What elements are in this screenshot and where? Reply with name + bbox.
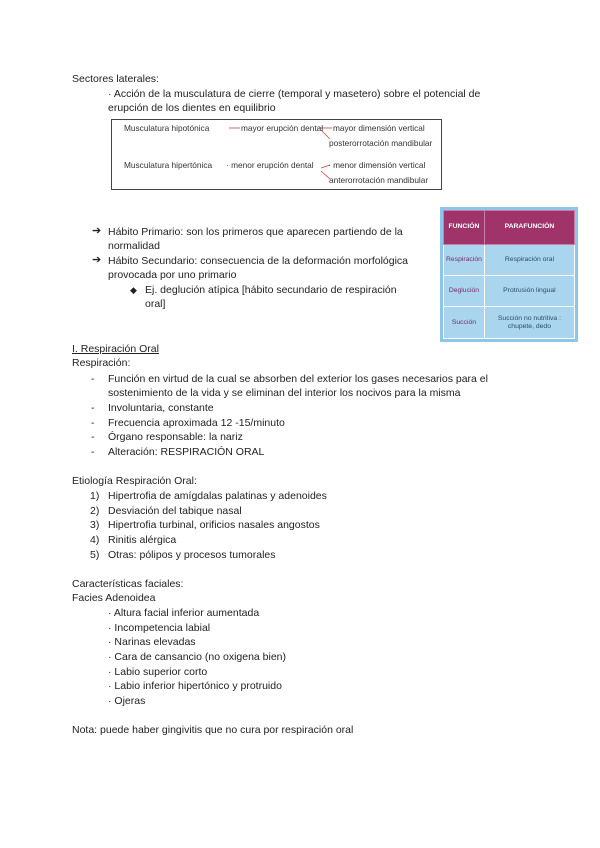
- diagram-row1-result2: posterorrotación mandibular: [329, 138, 433, 148]
- list-item: Involuntaria, constante: [108, 402, 214, 414]
- dash-bullet: -: [91, 402, 95, 414]
- list-item: sostenimiento de la vida y se eliminan del interior los nocivos para la misma: [108, 387, 461, 399]
- dash-bullet: -: [91, 373, 95, 385]
- list-item: Hipertrofia turbinal, orificios nasales angostos: [108, 519, 320, 531]
- sectores-bullet-line1: · Acción de la musculatura de cierre (temporal y masetero) sobre el potencial de: [108, 88, 481, 100]
- habito-primario-line2: normalidad: [108, 240, 160, 252]
- list-item: · Labio superior corto: [108, 666, 208, 678]
- list-item: · Ojeras: [108, 695, 146, 707]
- list-item: Órgano responsable: la nariz: [108, 431, 243, 443]
- table-cell: Respiración: [444, 244, 485, 275]
- caracteristicas-subheading: Facies Adenoidea: [72, 592, 156, 604]
- list-item: · Narinas elevadas: [108, 636, 196, 648]
- arrow-bullet-icon: ➔: [92, 225, 102, 237]
- table-row: [444, 244, 575, 275]
- section-title: I. Respiración Oral: [72, 343, 159, 355]
- muscle-diagram: [111, 119, 442, 190]
- list-item: Función en virtud de la cual se absorben del exterior los gases necesarios para el: [108, 373, 488, 385]
- diagram-row2-effect: · menor erupción dental: [226, 160, 314, 170]
- diagram-row1-label: Musculatura hipotónica: [124, 123, 210, 133]
- table-cell: Respiración oral: [484, 244, 574, 275]
- sectores-bullet-line2: erupción de los dientes en equilibrio: [108, 102, 276, 114]
- list-item: · Labio inferior hipertónico y protruido: [108, 680, 282, 692]
- nota: Nota: puede haber gingivitis que no cura por respiración oral: [72, 724, 354, 736]
- list-item: Frecuencia aproximada 12 -15/minuto: [108, 417, 285, 429]
- ejemplo-line2: oral]: [145, 298, 166, 310]
- habito-secundario-line2: provocada por uno primario: [108, 269, 237, 281]
- habito-secundario-line1: Hábito Secundario: consecuencia de la deformación morfológica: [108, 255, 409, 267]
- list-item: Rinitis alérgica: [108, 534, 177, 546]
- table-row: [444, 307, 575, 339]
- table-cell: Succión no nutritiva : chupete, dedo: [484, 307, 574, 339]
- table-row: [444, 276, 575, 307]
- ejemplo-line1: Ej. deglución atípica [hábito secundario de respiración: [145, 284, 397, 296]
- diagram-row2-label: Musculatura hipertónica: [124, 160, 213, 170]
- diamond-bullet-icon: ◆: [130, 285, 137, 295]
- list-number: 1): [90, 490, 100, 502]
- caracteristicas-heading: Características faciales:: [72, 578, 184, 590]
- diagram-row2-result1: · menor dimensión vertical: [328, 160, 426, 170]
- list-item: · Incompetencia labial: [108, 622, 211, 634]
- list-item: · Cara de cansancio (no oxigena bien): [108, 651, 287, 663]
- list-item: Otras: pólipos y procesos tumorales: [108, 549, 276, 561]
- function-parafunction-table: [440, 207, 578, 342]
- sectores-heading: Sectores laterales:: [72, 73, 159, 85]
- diagram-row1-effect: mayor erupción dental: [241, 123, 324, 133]
- list-number: 3): [90, 519, 100, 531]
- dash-bullet: -: [91, 417, 95, 429]
- list-number: 5): [90, 549, 100, 561]
- list-item: · Altura facial inferior aumentada: [108, 607, 260, 619]
- list-number: 2): [90, 505, 100, 517]
- list-item: Desviación del tabique nasal: [108, 505, 242, 517]
- diagram-row1-result1: mayor dimensión vertical: [333, 123, 425, 133]
- respiracion-heading: Respiración:: [72, 357, 131, 369]
- table-cell: Deglución: [444, 276, 485, 307]
- etiologia-heading: Etiología Respiración Oral:: [72, 475, 197, 487]
- table-cell: Succión: [444, 307, 485, 339]
- list-number: 4): [90, 534, 100, 546]
- habito-primario-line1: Hábito Primario: son los primeros que aparecen partiendo de la: [108, 226, 403, 238]
- table-cell: Protrusión lingual: [484, 276, 574, 307]
- dash-bullet: -: [91, 431, 95, 443]
- dash-bullet: -: [91, 446, 95, 458]
- list-item: Alteración: RESPIRACIÓN ORAL: [108, 446, 265, 458]
- diagram-row2-result2: anterorrotación mandibular: [329, 175, 429, 185]
- table-header-parafuncion: PARAFUNCIÓN: [484, 211, 574, 245]
- table-header-funcion: FUNCIÓN: [444, 211, 485, 245]
- arrow-bullet-icon: ➔: [92, 254, 102, 266]
- list-item: Hipertrofia de amígdalas palatinas y adenoides: [108, 490, 327, 502]
